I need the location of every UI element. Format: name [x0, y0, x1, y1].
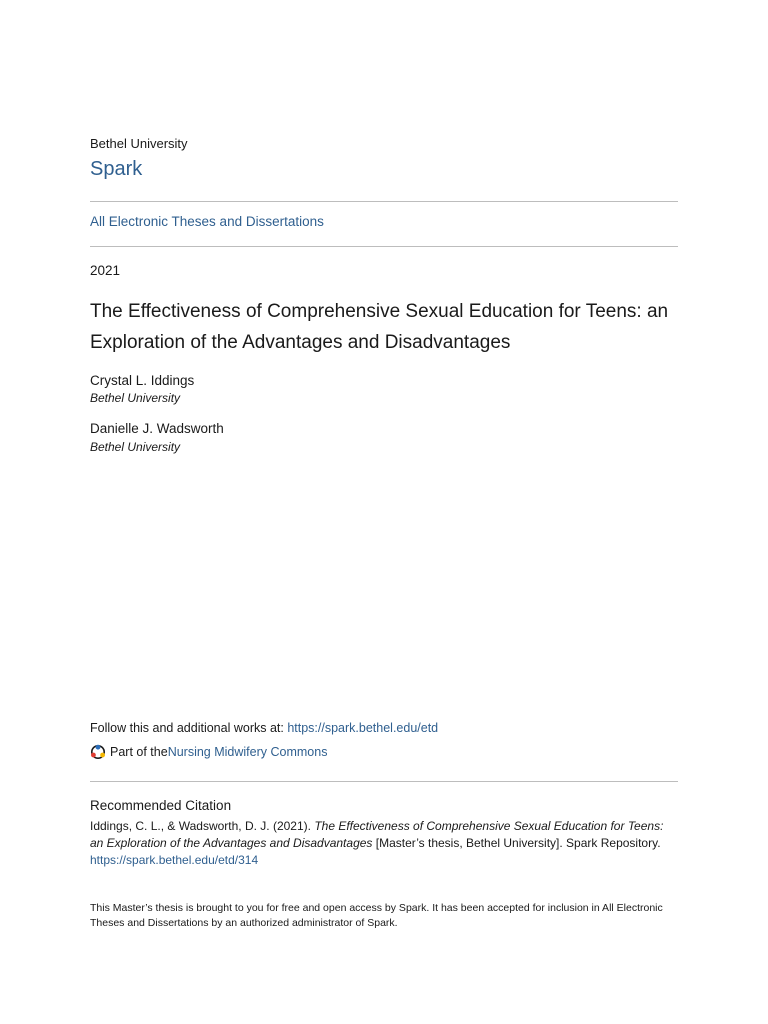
follow-text: Follow this and additional works at: [90, 721, 288, 735]
divider [90, 246, 678, 247]
access-notice: This Master’s thesis is brought to you for free and open access by Spark. It has been accepted for inclusion in All Electronic Theses and Dissertations by an authorized administrator of Spark. [90, 902, 663, 929]
network-icon [90, 744, 106, 760]
citation-prefix: Iddings, C. L., & Wadsworth, D. J. (2021). [90, 819, 315, 833]
institution-name: Bethel University [90, 136, 188, 151]
part-of-text: Part of the [110, 745, 168, 759]
follow-line [90, 721, 438, 735]
follow-url-link[interactable]: https://spark.bethel.edu/etd [287, 721, 439, 735]
repository-link[interactable]: Spark [90, 158, 143, 180]
author-affiliation: Bethel University [90, 391, 181, 405]
author-name: Crystal L. Iddings [90, 373, 195, 388]
divider [90, 781, 678, 782]
citation-suffix: [Master’s thesis, Bethel University]. Spark Repository. [372, 836, 661, 850]
cover-page [90, 0, 678, 1024]
citation-heading: Recommended Citation [90, 798, 232, 813]
document-title: The Effectiveness of Comprehensive Sexual Education for Teens: an Exploration of the Advantages and Disadvantages [90, 301, 669, 353]
part-of-line [90, 744, 327, 760]
citation-text [90, 818, 678, 869]
citation-url-link[interactable]: https://spark.bethel.edu/etd/314 [90, 853, 259, 867]
commons-link[interactable]: Nursing Midwifery Commons [167, 745, 328, 759]
divider [90, 201, 678, 202]
publication-year: 2021 [90, 263, 121, 278]
author-name: Danielle J. Wadsworth [90, 421, 224, 436]
citation-title: The Effectiveness of Comprehensive Sexual Education for Teens: an Exploration of the Advantages and Disadvantages [90, 819, 664, 850]
collection-link[interactable]: All Electronic Theses and Dissertations [90, 214, 324, 229]
author-affiliation: Bethel University [90, 440, 181, 454]
